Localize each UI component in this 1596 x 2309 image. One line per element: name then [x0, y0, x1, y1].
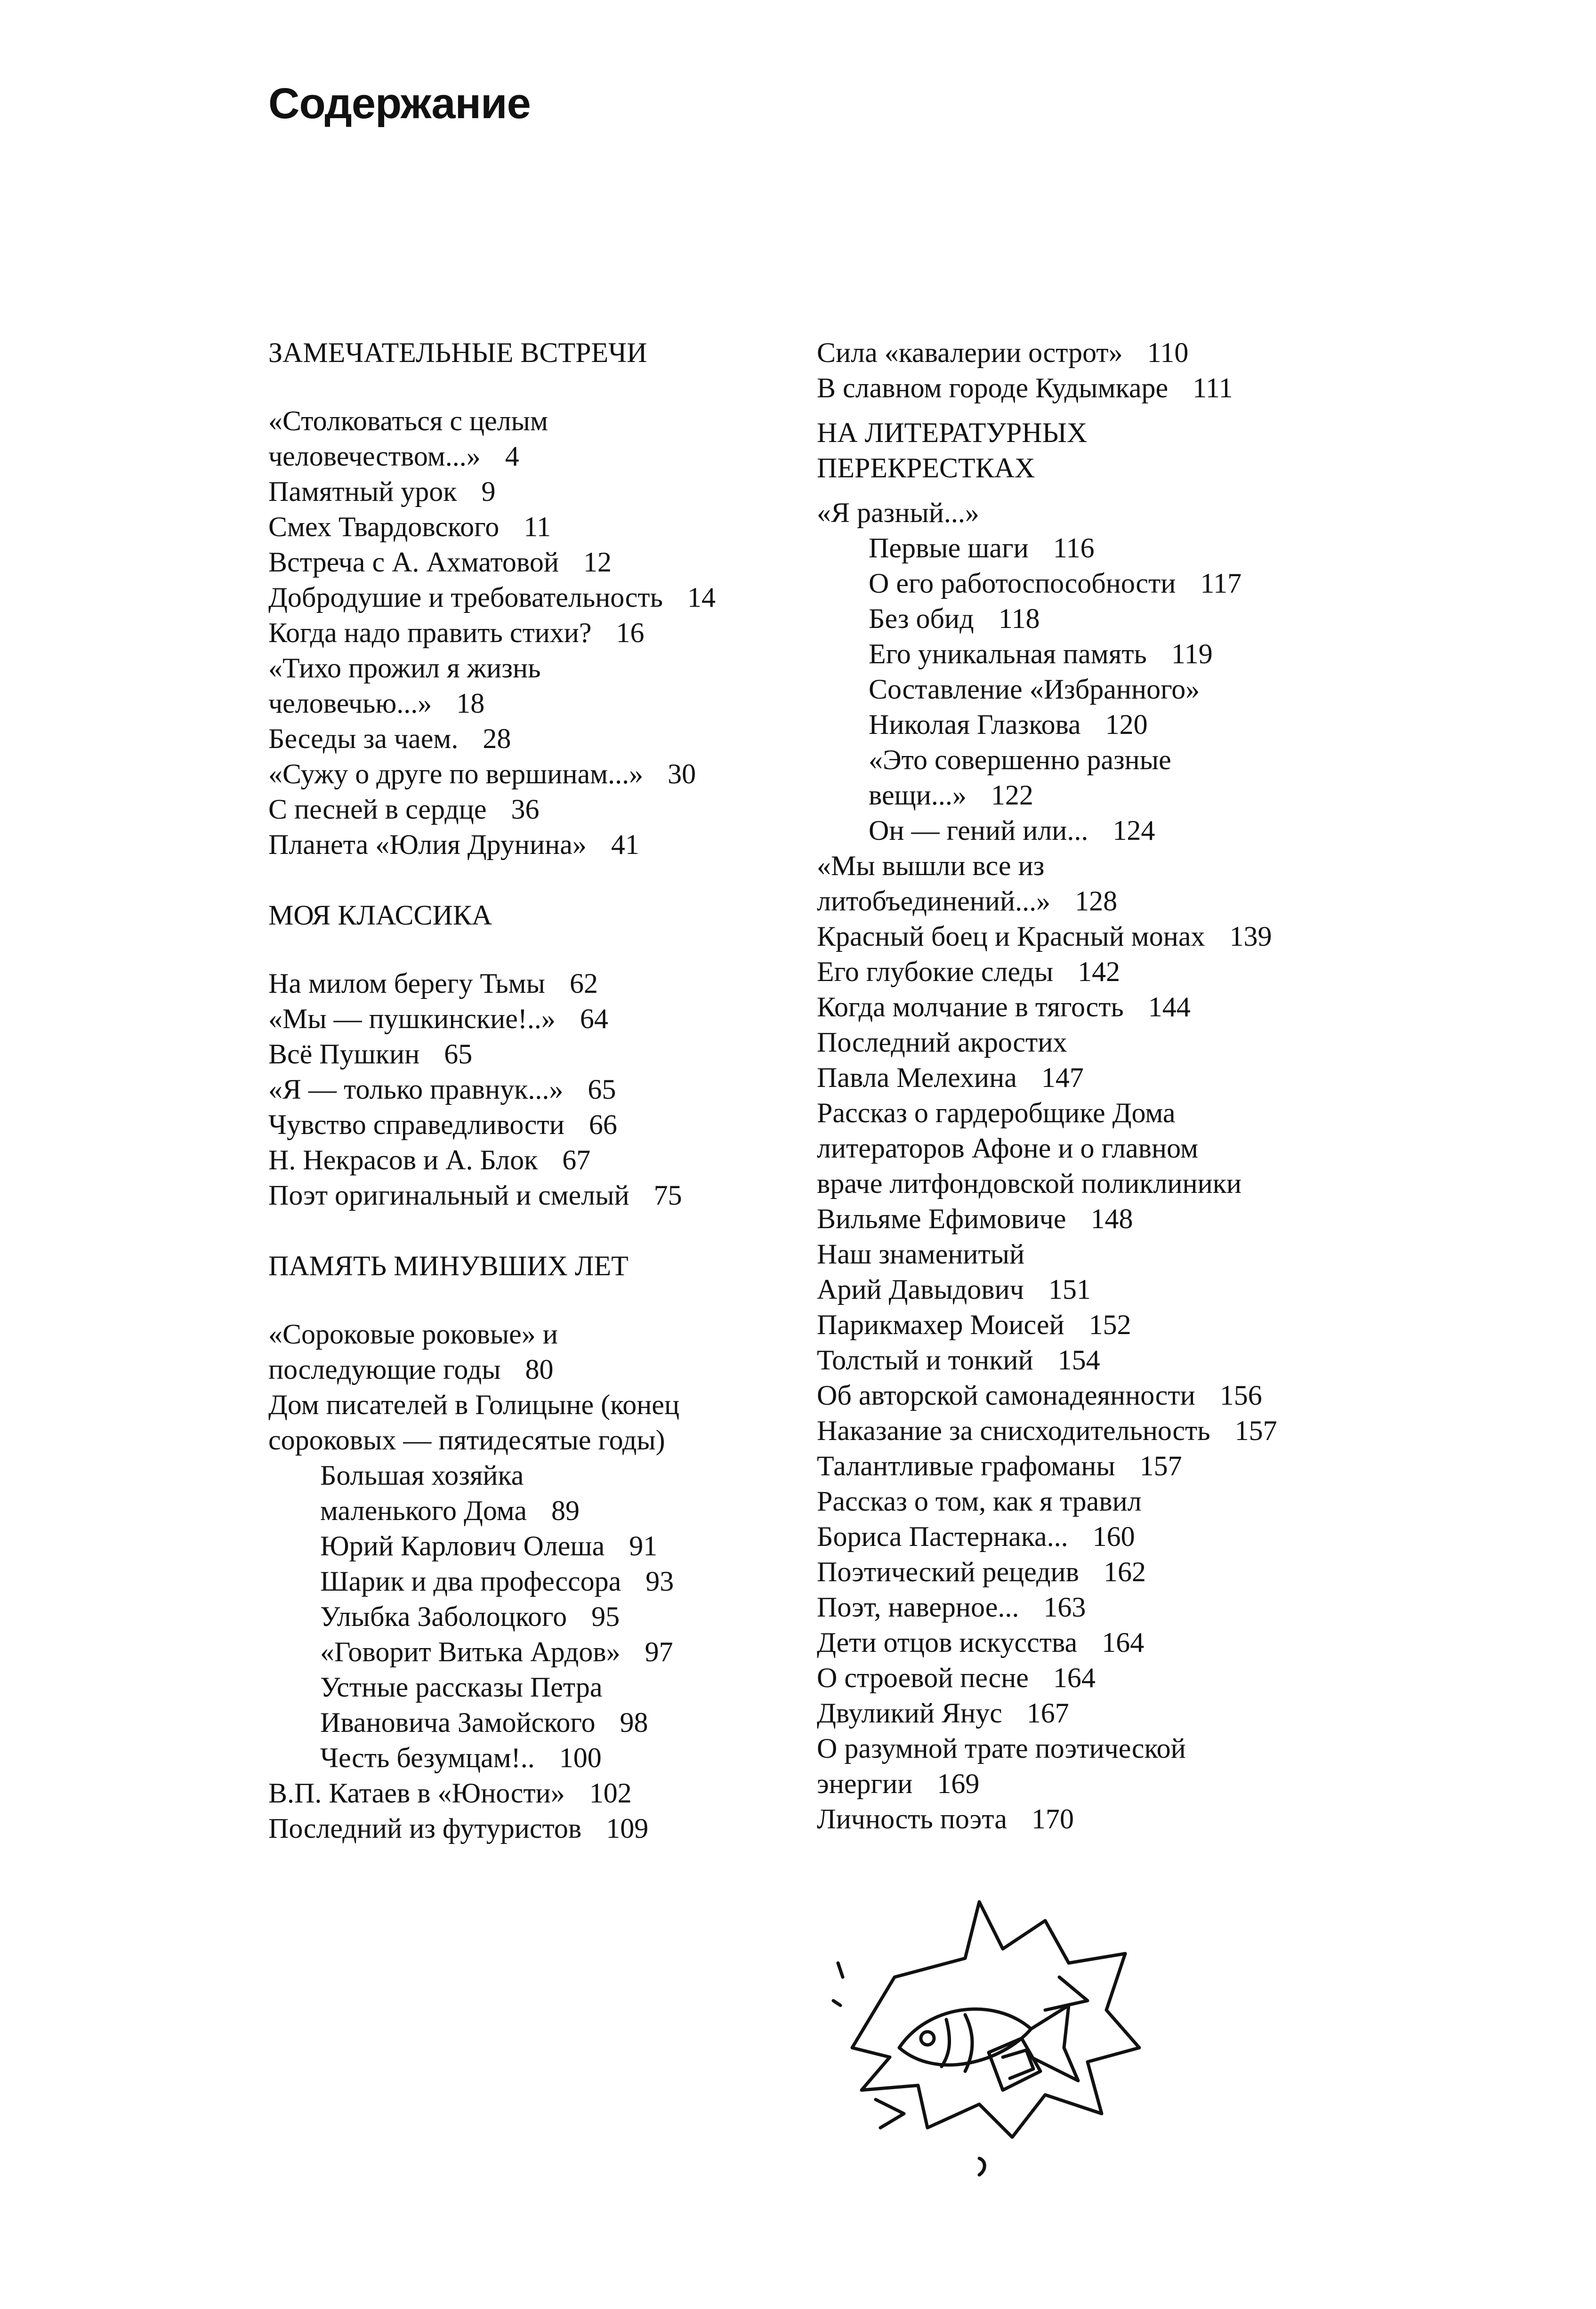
- toc-entry-page: 67: [562, 1144, 591, 1175]
- toc-entry-page: 157: [1139, 1450, 1182, 1481]
- toc-entry-title: Когда надо править стихи?: [268, 617, 592, 648]
- toc-entry: [817, 1095, 1372, 1131]
- toc-entry-title: последующие годы: [268, 1354, 501, 1385]
- toc-entry-title: маленького Дома: [320, 1495, 527, 1526]
- toc-entry: [268, 1634, 791, 1670]
- toc-entry-page: 164: [1053, 1662, 1096, 1693]
- toc-entry-title: Без обид: [869, 603, 974, 634]
- section-heading: [817, 415, 1372, 486]
- toc-entry-title: Сила «кавалерии острот»: [817, 337, 1123, 368]
- toc-entry-page: 110: [1147, 337, 1189, 368]
- section-heading-line: ПЕРЕКРЕСТКАХ: [817, 452, 1035, 483]
- toc-entry-page: 65: [588, 1074, 616, 1105]
- toc-entry: [268, 1705, 791, 1740]
- toc-entry-page: 12: [583, 547, 612, 578]
- toc-entry-page: 62: [569, 968, 598, 999]
- toc-entry: [817, 1731, 1372, 1766]
- toc-entry-page: 139: [1229, 921, 1272, 952]
- fish-sketch-icon: [824, 1892, 1153, 2194]
- toc-entry: [817, 636, 1372, 672]
- toc-entry: [817, 1237, 1372, 1272]
- toc-entry-page: 4: [505, 441, 519, 472]
- toc-entry: [268, 966, 791, 1001]
- toc-entry-page: 11: [524, 511, 551, 542]
- toc-entry-title: Последний акростих: [817, 1027, 1067, 1058]
- toc-entry-page: 170: [1031, 1803, 1074, 1834]
- toc-entry-title: Поэтический рецедив: [817, 1556, 1079, 1587]
- toc-entry-page: 124: [1112, 815, 1155, 846]
- toc-entry: [268, 1037, 791, 1072]
- toc-entry-title: вещи...»: [869, 780, 967, 811]
- toc-entry-title: Наш знаменитый: [817, 1239, 1025, 1270]
- toc-entry: [817, 1590, 1372, 1625]
- toc-entry-title: «Сороковые роковые» и: [268, 1319, 558, 1350]
- toc-entry-page: 91: [629, 1530, 658, 1561]
- toc-entry-title: Составление «Избранного»: [869, 674, 1200, 705]
- toc-entry-title: Вильяме Ефимовиче: [817, 1203, 1066, 1234]
- toc-entry: [817, 707, 1372, 742]
- toc-entry-page: 14: [687, 582, 716, 613]
- toc-entry: [817, 778, 1372, 813]
- toc-entry: [817, 1378, 1372, 1413]
- toc-entry-title: «Мы — пушкинские!..»: [268, 1003, 556, 1034]
- toc-entry-title: Бориса Пастернака...: [817, 1521, 1068, 1552]
- toc-entry-title: литераторов Афоне и о главном: [817, 1133, 1198, 1164]
- toc-entry-title: Поэт оригинальный и смелый: [268, 1180, 629, 1211]
- toc-entry: [817, 954, 1372, 990]
- toc-entry-title: Всё Пушкин: [268, 1038, 420, 1070]
- toc-entry-page: 162: [1104, 1556, 1146, 1587]
- toc-entry: [817, 1660, 1372, 1696]
- toc-entry: [268, 403, 791, 439]
- toc-entry-title: Улыбка Заболоцкого: [320, 1601, 567, 1632]
- toc-entry: [817, 1201, 1372, 1237]
- toc-entry-title: «Я разный...»: [817, 497, 979, 528]
- toc-entry-title: Наказание за снисходительность: [817, 1415, 1210, 1446]
- toc-entry-page: 36: [511, 794, 540, 825]
- toc-entry: [268, 580, 791, 615]
- toc-entry-page: 118: [998, 603, 1040, 634]
- toc-entry-title: Рассказ о том, как я травил: [817, 1486, 1142, 1517]
- toc-entry: [268, 1178, 791, 1213]
- toc-entry-title: Личность поэта: [817, 1803, 1007, 1834]
- toc-entry: [268, 827, 791, 862]
- toc-entry-page: 65: [444, 1038, 473, 1070]
- toc-entry-page: 120: [1105, 709, 1148, 740]
- toc-entry: [817, 370, 1372, 406]
- toc-entry-title: Беседы за чаем.: [268, 723, 459, 754]
- toc-entry: [817, 1625, 1372, 1660]
- toc-entry-title: Последний из футуристов: [268, 1813, 582, 1844]
- toc-entry-page: 157: [1234, 1415, 1277, 1446]
- toc-entry-page: 100: [559, 1742, 602, 1773]
- toc-entry-page: 163: [1043, 1592, 1086, 1623]
- toc-entry: [268, 1142, 791, 1178]
- toc-entry: [268, 721, 791, 756]
- toc-entry-page: 156: [1219, 1380, 1262, 1411]
- toc-entry: [817, 990, 1372, 1025]
- toc-entry: [817, 1272, 1372, 1307]
- section-heading-line: НА ЛИТЕРАТУРНЫХ: [817, 417, 1088, 448]
- toc-entry-title: Ивановича Замойского: [320, 1707, 596, 1738]
- toc-entry: [268, 686, 791, 721]
- toc-entry-title: Павла Мелехина: [817, 1062, 1017, 1093]
- toc-entry: [268, 1001, 791, 1037]
- toc-entry: [268, 1072, 791, 1107]
- toc-entry-page: 16: [616, 617, 645, 648]
- toc-entry-title: Большая хозяйка: [320, 1460, 524, 1491]
- toc-entry-page: 148: [1090, 1203, 1133, 1234]
- toc-entry: [817, 601, 1372, 636]
- toc-entry-title: «Мы вышли все из: [817, 850, 1045, 881]
- toc-entry-page: 117: [1200, 568, 1242, 599]
- toc-entry: [817, 1025, 1372, 1060]
- toc-entry-title: Об авторской самонадеянности: [817, 1380, 1195, 1411]
- toc-entry-title: «Столковаться с целым: [268, 405, 548, 436]
- section-heading: ПАМЯТЬ МИНУВШИХ ЛЕТ: [268, 1250, 629, 1281]
- toc-entry-page: 41: [611, 829, 639, 860]
- toc-entry: [817, 742, 1372, 778]
- toc-entry: [268, 792, 791, 827]
- toc-entry-title: В славном городе Кудымкаре: [817, 372, 1169, 403]
- toc-entry: [268, 1599, 791, 1634]
- toc-entry: [817, 1131, 1372, 1166]
- toc-entry-title: Устные рассказы Петра: [320, 1672, 603, 1703]
- toc-entry-page: 116: [1053, 532, 1095, 563]
- toc-entry-title: Планета «Юлия Друнина»: [268, 829, 587, 860]
- toc-entry-page: 109: [606, 1813, 649, 1844]
- toc-entry: [268, 1670, 791, 1705]
- toc-entry-page: 9: [481, 476, 496, 507]
- toc-entry-title: Николая Глазкова: [869, 709, 1081, 740]
- toc-right-column: [817, 335, 1372, 1837]
- toc-entry: [817, 672, 1372, 707]
- toc-entry-title: Честь безумцам!..: [320, 1742, 535, 1773]
- toc-entry-page: 147: [1041, 1062, 1084, 1093]
- toc-entry-title: «Это совершенно разные: [869, 744, 1171, 775]
- toc-entry-page: 75: [653, 1180, 682, 1211]
- toc-entry: [268, 1740, 791, 1776]
- toc-entry: [817, 1484, 1372, 1519]
- toc-entry: [817, 1554, 1372, 1590]
- toc-entry-title: Дом писателей в Голицыне (конец: [268, 1389, 680, 1420]
- toc-entry: [817, 1060, 1372, 1095]
- toc-entry-page: 160: [1092, 1521, 1135, 1552]
- toc-entry: [817, 1166, 1372, 1201]
- toc-entry: [817, 813, 1372, 848]
- toc-entry-title: О строевой песне: [817, 1662, 1029, 1693]
- toc-entry-title: Смех Твардовского: [268, 511, 500, 542]
- toc-entry-title: С песней в сердце: [268, 794, 487, 825]
- toc-entry-title: Поэт, наверное...: [817, 1592, 1019, 1623]
- toc-entry-title: человечеством...»: [268, 441, 481, 472]
- toc-section: [268, 898, 791, 1213]
- toc-entry-page: 152: [1088, 1309, 1131, 1340]
- toc-entry-title: Чувство справедливости: [268, 1109, 564, 1140]
- toc-entry-page: 119: [1171, 638, 1213, 669]
- toc-entry-title: Его уникальная память: [869, 638, 1147, 669]
- toc-entry-title: «Говорит Витька Ардов»: [320, 1636, 621, 1667]
- toc-entry-title: Добродушие и требовательность: [268, 582, 663, 613]
- toc-entry-title: человечью...»: [268, 688, 432, 719]
- toc-entry-page: 93: [645, 1566, 674, 1597]
- toc-entry-page: 167: [1026, 1698, 1069, 1729]
- toc-entry-page: 64: [580, 1003, 608, 1034]
- toc-entry-page: 128: [1075, 885, 1118, 917]
- toc-entry-title: Шарик и два профессора: [320, 1566, 621, 1597]
- toc-entry: [268, 1529, 791, 1564]
- toc-entry: [268, 474, 791, 509]
- toc-entry-page: 95: [591, 1601, 620, 1632]
- toc-entry-title: Талантливые графоманы: [817, 1450, 1115, 1481]
- toc-entry-title: На милом берегу Тьмы: [268, 968, 545, 999]
- section-heading: ЗАМЕЧАТЕЛЬНЫЕ ВСТРЕЧИ: [268, 337, 647, 368]
- toc-entry: [817, 848, 1372, 884]
- toc-entry: [268, 1564, 791, 1599]
- toc-entry: [817, 1696, 1372, 1731]
- toc-entry-title: Он — гений или...: [869, 815, 1088, 846]
- toc-entry: [817, 1413, 1372, 1448]
- toc-entry-page: 97: [645, 1636, 673, 1667]
- toc-entry-title: сороковых — пятидесятые годы): [268, 1424, 665, 1456]
- toc-entry: [817, 531, 1372, 566]
- toc-entry: [817, 1802, 1372, 1837]
- toc-entry: [268, 509, 791, 545]
- toc-entry: [817, 566, 1372, 601]
- toc-entry: [817, 1343, 1372, 1378]
- toc-entry: [817, 1448, 1372, 1484]
- toc-entry-title: Н. Некрасов и А. Блок: [268, 1144, 538, 1175]
- toc-entry-title: Юрий Карлович Олеша: [320, 1530, 605, 1561]
- toc-entry-page: 151: [1048, 1274, 1091, 1305]
- toc-entry: [268, 1811, 791, 1846]
- toc-entry-title: О его работоспособности: [869, 568, 1176, 599]
- toc-entry-page: 28: [483, 723, 511, 754]
- toc-entry-title: энергии: [817, 1768, 913, 1799]
- toc-entry-title: враче литфондовской поликлиники: [817, 1168, 1242, 1199]
- toc-section: [268, 335, 791, 862]
- toc-entry-page: 122: [991, 780, 1033, 811]
- toc-entry-title: «Тихо прожил я жизнь: [268, 652, 541, 684]
- toc-entry-title: Парикмахер Моисей: [817, 1309, 1064, 1340]
- toc-entry-title: Его глубокие следы: [817, 956, 1054, 987]
- toc-entry-page: 169: [937, 1768, 980, 1799]
- toc-entry-page: 102: [589, 1778, 632, 1809]
- toc-entry: [268, 615, 791, 651]
- toc-entry: [817, 495, 1372, 531]
- toc-entry: [817, 919, 1372, 954]
- toc-entry-title: Двуликий Янус: [817, 1698, 1002, 1729]
- toc-entry-title: Когда молчание в тягость: [817, 991, 1124, 1022]
- toc-entry-title: Памятный урок: [268, 476, 457, 507]
- toc-entry-title: Рассказ о гардеробщике Дома: [817, 1097, 1176, 1128]
- toc-entry-title: Красный боец и Красный монах: [817, 921, 1205, 952]
- toc-entry-page: 98: [620, 1707, 648, 1738]
- toc-entry: [268, 1776, 791, 1811]
- toc-entry: [268, 1458, 791, 1493]
- toc-entry: [268, 1493, 791, 1529]
- toc-entry: [268, 756, 791, 792]
- toc-entry-title: «Я — только правнук...»: [268, 1074, 564, 1105]
- toc-section: [268, 1248, 791, 1846]
- toc-entry-title: Арий Давыдович: [817, 1274, 1024, 1305]
- toc-entry: [817, 1766, 1372, 1802]
- toc-entry: [268, 1423, 791, 1458]
- toc-entry-page: 164: [1102, 1627, 1145, 1658]
- toc-entry-page: 154: [1057, 1344, 1100, 1376]
- toc-left-column: [268, 335, 791, 1882]
- toc-entry: [268, 1317, 791, 1352]
- toc-entry-title: Первые шаги: [869, 532, 1029, 563]
- toc-entry: [268, 1352, 791, 1387]
- toc-entry: [817, 1307, 1372, 1343]
- toc-entry: [268, 545, 791, 580]
- toc-entry: [817, 335, 1372, 370]
- toc-entry-title: Встреча с А. Ахматовой: [268, 547, 559, 578]
- toc-entry-title: Толстый и тонкий: [817, 1344, 1033, 1376]
- toc-entry-title: О разумной трате поэтической: [817, 1733, 1186, 1764]
- toc-entry-page: 80: [525, 1354, 554, 1385]
- section-heading: МОЯ КЛАССИКА: [268, 900, 492, 931]
- toc-entry: [268, 1107, 791, 1142]
- toc-entry-page: 144: [1148, 991, 1191, 1022]
- toc-entry-page: 111: [1193, 372, 1233, 403]
- toc-entry-page: 142: [1078, 956, 1120, 987]
- toc-entry-page: 66: [588, 1109, 617, 1140]
- page-title: Содержание: [268, 80, 531, 128]
- toc-entry-page: 30: [668, 758, 696, 789]
- toc-entry: [817, 1519, 1372, 1554]
- toc-entry-title: В.П. Катаев в «Юности»: [268, 1778, 565, 1809]
- toc-entry-page: 18: [456, 688, 485, 719]
- toc-entry: [268, 1387, 791, 1423]
- toc-entry: [817, 884, 1372, 919]
- toc-entry-title: литобъединений...»: [817, 885, 1051, 917]
- toc-entry: [268, 651, 791, 686]
- toc-entry-page: 89: [551, 1495, 580, 1526]
- toc-entry: [268, 439, 791, 474]
- toc-entry-title: Дети отцов искусства: [817, 1627, 1078, 1658]
- toc-entry-title: «Сужу о друге по вершинам...»: [268, 758, 644, 789]
